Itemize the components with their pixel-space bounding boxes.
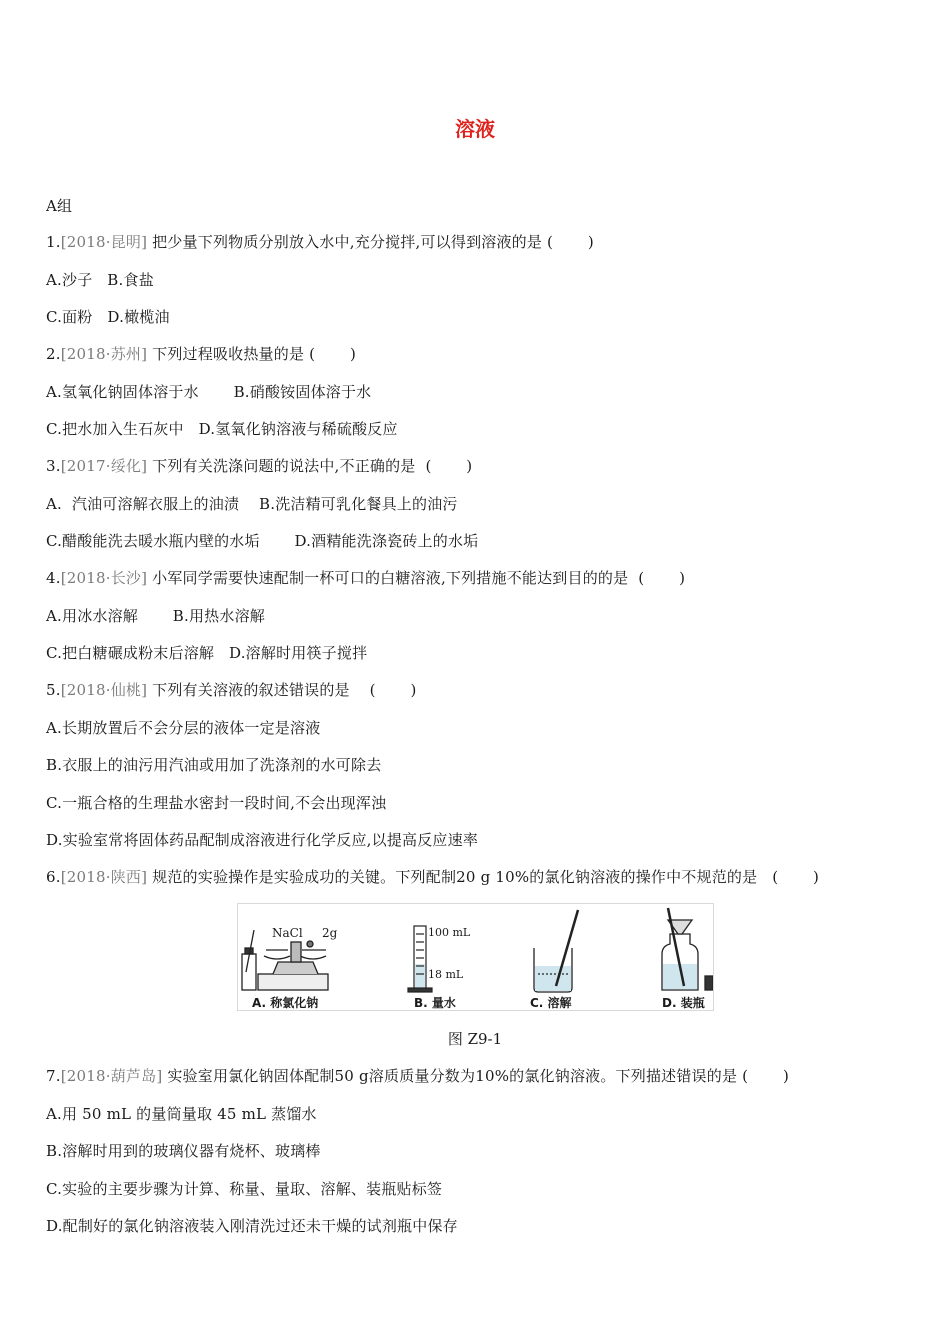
question-5-option-b: B.衣服上的油污用汽油或用加了洗涤剂的水可除去 (46, 756, 382, 774)
question-number: 5. (46, 681, 61, 699)
question-7-option-a: A.用 50 mL 的量筒量取 45 mL 蒸馏水 (46, 1105, 317, 1123)
question-5-option-a: A.长期放置后不会分层的液体一定是溶液 (46, 719, 321, 737)
question-number: 1. (46, 233, 61, 251)
question-7-option-b: B.溶解时用到的玻璃仪器有烧杯、玻璃棒 (46, 1142, 321, 1160)
question-number: 4. (46, 569, 61, 587)
question-3-options-ab: A. 汽油可溶解衣服上的油渍 B.洗洁精可乳化餐具上的油污 (46, 495, 458, 513)
question-1-options-ab: A.沙子 B.食盐 (46, 271, 154, 289)
question-text: 下列有关溶液的叙述错误的是 ( ) (147, 681, 417, 699)
question-source: [2018·葫芦岛] (60, 1067, 163, 1085)
question-7-option-c: C.实验的主要步骤为计算、称量、量取、溶解、装瓶贴标签 (46, 1180, 443, 1198)
question-source: [2018·陕西] (60, 868, 148, 886)
question-4-options-ab: A.用冰水溶解 B.用热水溶解 (46, 607, 265, 625)
question-3-options-cd: C.醋酸能洗去暖水瓶内壁的水垢 D.酒精能洗涤瓷砖上的水垢 (46, 532, 479, 550)
question-number: 3. (46, 457, 61, 475)
question-text: 下列有关洗涤问题的说法中,不正确的是 ( ) (147, 457, 473, 475)
question-source: [2018·长沙] (60, 569, 148, 587)
question-5-option-d: D.实验室常将固体药品配制成溶液进行化学反应,以提高反应速率 (46, 831, 479, 849)
experiment-figure (237, 903, 714, 1011)
question-2-options-ab: A.氢氧化钠固体溶于水 B.硝酸铵固体溶于水 (46, 383, 372, 401)
volume-100-label: 100 mL (428, 926, 471, 939)
question-text: 小军同学需要快速配制一杯可口的白糖溶液,下列措施不能达到目的的是 ( ) (147, 569, 686, 587)
question-source: [2017·绥化] (60, 457, 148, 475)
question-text: 规范的实验操作是实验成功的关键。下列配制20 g 10%的氯化钠溶液的操作中不规范的是 ( ) (147, 868, 820, 886)
figure-caption: 图 Z9-1 (447, 1030, 503, 1048)
question-number: 6. (46, 868, 61, 886)
figure-label-c: C. 溶解 (530, 996, 572, 1010)
question-7 (46, 1066, 789, 1086)
question-number: 2. (46, 345, 61, 363)
nacl-label: NaCl (272, 926, 303, 940)
group-label: A组 (46, 197, 73, 215)
question-2 (46, 344, 356, 364)
question-source: [2018·仙桃] (60, 681, 148, 699)
question-1 (46, 232, 594, 252)
question-4 (46, 568, 685, 588)
figure-label-d: D. 装瓶 (662, 996, 705, 1010)
question-source: [2018·苏州] (60, 345, 148, 363)
question-4-options-cd: C.把白糖碾成粉末后溶解 D.溶解时用筷子搅拌 (46, 644, 368, 662)
beaker-illustration (534, 910, 578, 992)
question-text: 把少量下列物质分别放入水中,充分搅拌,可以得到溶液的是 ( ) (147, 233, 594, 251)
question-7-option-d: D.配制好的氯化钠溶液装入刚清洗过还未干燥的试剂瓶中保存 (46, 1217, 458, 1235)
volume-18-label: 18 mL (428, 968, 464, 981)
question-6 (46, 867, 819, 887)
question-text: 下列过程吸收热量的是 ( ) (147, 345, 356, 363)
question-3 (46, 456, 472, 476)
figure-label-a: A. 称氯化钠 (252, 996, 319, 1010)
question-5-option-c: C.一瓶合格的生理盐水密封一段时间,不会出现浑浊 (46, 794, 387, 812)
question-source: [2018·昆明] (60, 233, 148, 251)
question-2-options-cd: C.把水加入生石灰中 D.氢氧化钠溶液与稀硫酸反应 (46, 420, 398, 438)
figure-label-b: B. 量水 (414, 996, 456, 1010)
page-title: 溶液 (455, 117, 495, 141)
question-1-options-cd: C.面粉 D.橄榄油 (46, 308, 170, 326)
mass-label: 2g (322, 926, 338, 940)
question-number: 7. (46, 1067, 61, 1085)
bottle-illustration (662, 908, 713, 990)
question-text: 实验室用氯化钠固体配制50 g溶质质量分数为10%的氯化钠溶液。下列描述错误的是 ( ) (162, 1067, 789, 1085)
question-5 (46, 680, 417, 700)
